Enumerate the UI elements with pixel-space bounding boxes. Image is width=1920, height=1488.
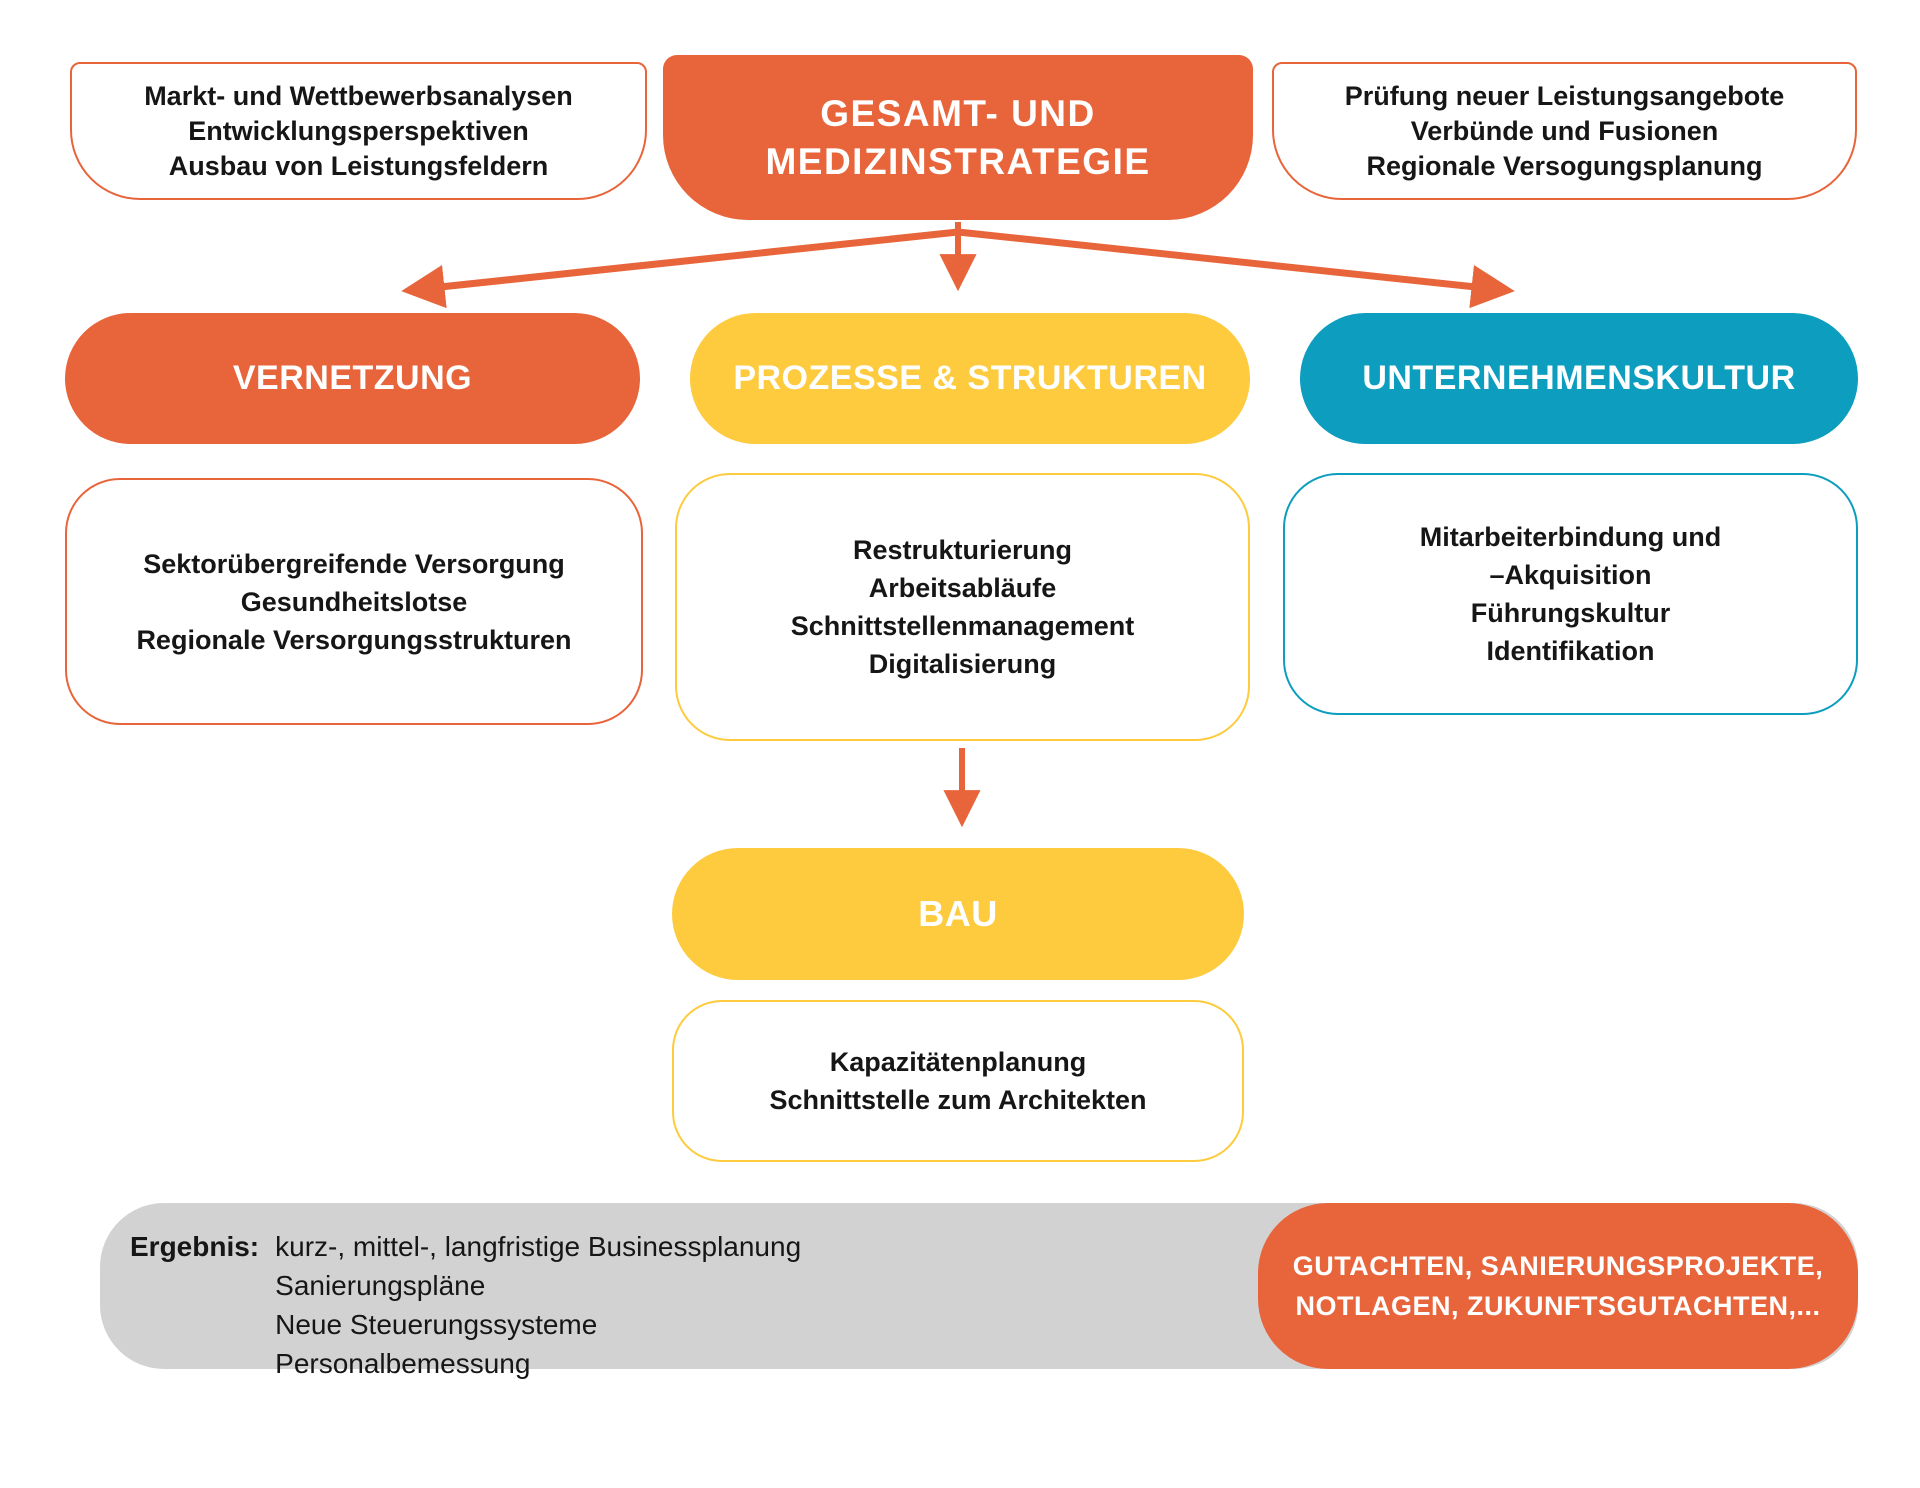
pill-unternehmenskultur bbox=[1300, 313, 1858, 444]
title-line: GESAMT- UND bbox=[820, 92, 1096, 134]
arrow-to-vernetzung bbox=[412, 232, 958, 290]
note-line: Entwicklungsperspektiven bbox=[188, 115, 529, 146]
detail-box-vernetzung bbox=[65, 478, 643, 725]
note-box-new-services bbox=[1272, 62, 1857, 200]
ergebnis-item: kurz-, mittel-, langfristige Businessplanung bbox=[275, 1231, 802, 1262]
detail-line: Regionale Versorgungsstrukturen bbox=[136, 624, 572, 655]
ergebnis-item: Personalbemessung bbox=[275, 1348, 531, 1379]
ergebnis-text bbox=[130, 1227, 801, 1383]
note-line: Ausbau von Leistungsfeldern bbox=[168, 150, 549, 181]
detail-line: Schnittstellenmanagement bbox=[790, 611, 1135, 641]
title-box-gesamt-medizinstrategie bbox=[663, 55, 1253, 220]
detail-box-bau bbox=[672, 1000, 1244, 1162]
ergebnis-item: Neue Steuerungssysteme bbox=[275, 1309, 598, 1340]
pill-label: UNTERNEHMENSKULTUR bbox=[1362, 359, 1796, 397]
ergebnis-items bbox=[275, 1227, 801, 1383]
detail-line: Führungskultur bbox=[1470, 598, 1671, 628]
detail-line: Sektorübergreifende Versorgung bbox=[143, 548, 565, 579]
note-box-market-analysis bbox=[70, 62, 647, 200]
ergebnis-item: Sanierungspläne bbox=[275, 1270, 486, 1301]
detail-line: Mitarbeiterbindung und bbox=[1419, 522, 1722, 552]
pill-label: VERNETZUNG bbox=[232, 359, 473, 397]
pill-label: BAU bbox=[918, 893, 998, 934]
detail-line: Kapazitätenplanung bbox=[829, 1047, 1087, 1077]
detail-line: Identifikation bbox=[1486, 636, 1655, 666]
detail-line: Schnittstelle zum Architekten bbox=[769, 1085, 1147, 1115]
detail-box-unternehmenskultur bbox=[1283, 473, 1858, 715]
result-line: GUTACHTEN, SANIERUNGSPROJEKTE, bbox=[1292, 1251, 1824, 1281]
detail-box-prozesse bbox=[675, 473, 1250, 741]
ergebnis-label: Ergebnis: bbox=[130, 1231, 260, 1262]
detail-line: Gesundheitslotse bbox=[240, 586, 468, 617]
result-line: NOTLAGEN, ZUKUNFTSGUTACHTEN,... bbox=[1295, 1291, 1821, 1321]
note-line: Verbünde und Fusionen bbox=[1410, 115, 1719, 146]
pill-vernetzung bbox=[65, 313, 640, 444]
detail-line: Arbeitsabläufe bbox=[868, 573, 1057, 603]
pill-label: PROZESSE & STRUKTUREN bbox=[733, 359, 1207, 397]
detail-line: Digitalisierung bbox=[868, 649, 1057, 679]
arrow-to-unternehmenskultur bbox=[958, 232, 1504, 290]
result-pill-gutachten bbox=[1258, 1203, 1858, 1369]
pill-bau bbox=[672, 848, 1244, 980]
note-line: Markt- und Wettbewerbsanalysen bbox=[144, 80, 573, 111]
title-line: MEDIZINSTRATEGIE bbox=[765, 140, 1151, 182]
pill-prozesse-strukturen bbox=[690, 313, 1250, 444]
note-line: Regionale Versogungsplanung bbox=[1366, 150, 1763, 181]
note-line: Prüfung neuer Leistungsangebote bbox=[1344, 80, 1785, 111]
detail-line: –Akquisition bbox=[1489, 560, 1652, 590]
detail-line: Restrukturierung bbox=[852, 535, 1073, 565]
